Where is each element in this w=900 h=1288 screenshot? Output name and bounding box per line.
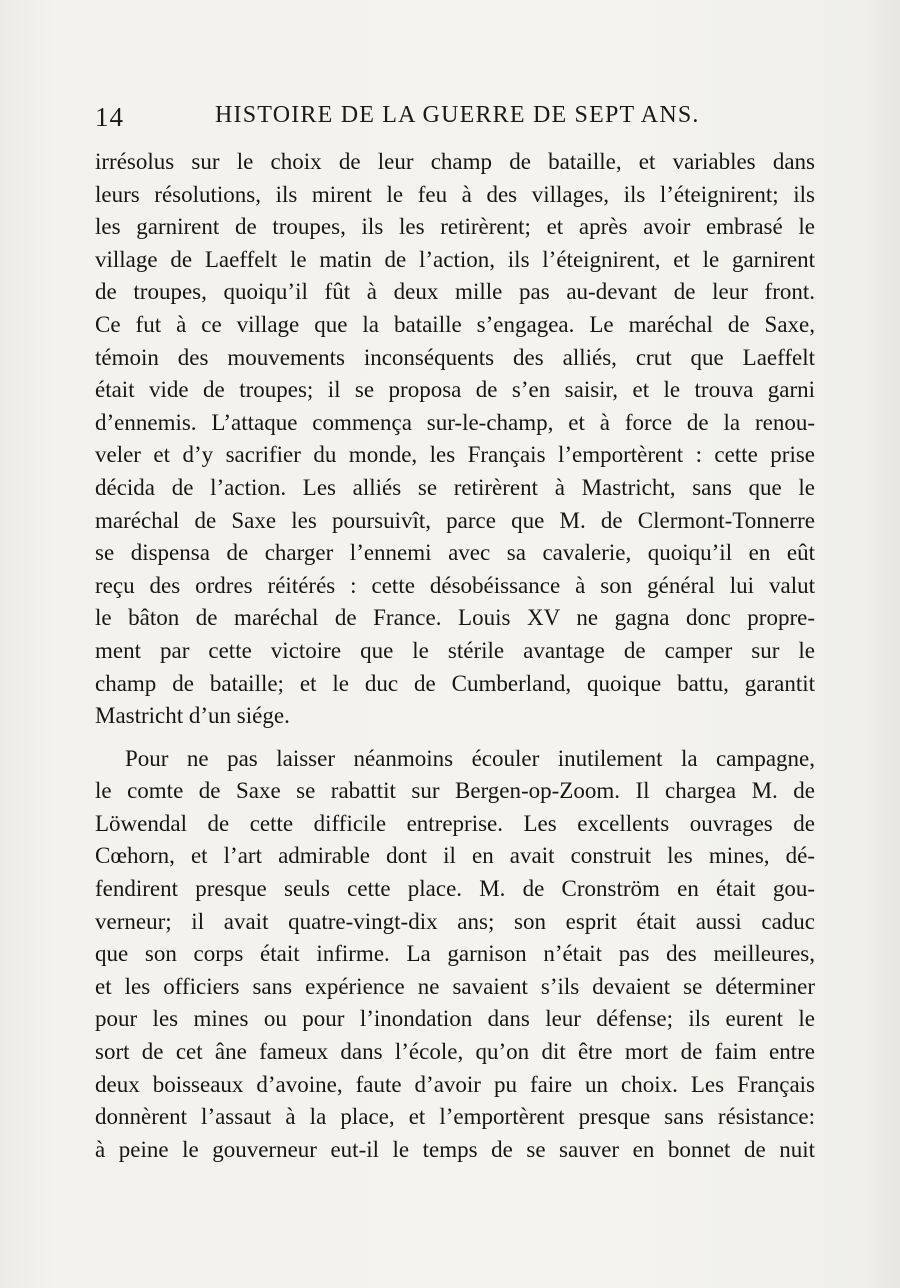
text-line: veler et d’y sacrifier du monde, les Français l’emportèrent : cette prise: [95, 442, 815, 468]
text-line: Cœhorn, et l’art admirable dont il en avait construit les mines, dé-: [95, 843, 815, 869]
text-line: village de Laeffelt le matin de l’action, ils l’éteignirent, et le garnirent: [95, 246, 815, 272]
text-line: à peine le gouverneur eut-il le temps de se sauver en bonnet de nuit: [95, 1136, 815, 1162]
text-line: témoin des mouvements inconséquents des alliés, crut que Laeffelt: [95, 344, 815, 370]
text-line: leurs résolutions, ils mirent le feu à des villages, ils l’éteignirent; ils: [95, 181, 815, 207]
text-line: que son corps était infirme. La garnison n’était pas des meilleures,: [95, 941, 815, 967]
body-text: [95, 146, 815, 1166]
text-line: maréchal de Saxe les poursuivît, parce que M. de Clermont-Tonnerre: [95, 507, 815, 533]
text-line: était vide de troupes; il se proposa de s’en saisir, et le trouva garni: [95, 377, 815, 403]
text-line: et les officiers sans expérience ne savaient s’ils devaient se déterminer: [95, 973, 815, 999]
text-line: fendirent presque seuls cette place. M. de Cronström en était gou-: [95, 876, 815, 902]
text-line: donnèrent l’assaut à la place, et l’emportèrent presque sans résistance:: [95, 1104, 815, 1130]
page-header: [95, 102, 815, 138]
text-line: le bâton de maréchal de France. Louis XV ne gagna donc propre-: [95, 605, 815, 631]
text-line: décida de l’action. Les alliés se retirèrent à Mastricht, sans que le: [95, 474, 815, 500]
text-line: irrésolus sur le choix de leur champ de bataille, et variables dans: [95, 149, 815, 174]
text-line: Pour ne pas laisser néanmoins écouler inutilement la campagne,: [125, 745, 815, 771]
page-number: 14: [95, 102, 124, 132]
text-line: ment par cette victoire que le stérile avantage de camper sur le: [95, 637, 815, 663]
paragraph-spacer: [95, 733, 815, 743]
paragraph-2: [95, 743, 815, 1167]
text-line: de troupes, quoiqu’il fût à deux mille pas au-devant de leur front.: [95, 279, 815, 305]
text-line: champ de bataille; et le duc de Cumberland, quoique battu, garantit: [95, 670, 815, 696]
text-line: reçu des ordres réitérés : cette désobéissance à son général lui valut: [95, 572, 815, 598]
text-line: sort de cet âne fameux dans l’école, qu’on dit être mort de faim entre: [95, 1039, 815, 1065]
text-line: les garnirent de troupes, ils les retirèrent; et après avoir embrasé le: [95, 214, 815, 240]
text-line: d’ennemis. L’attaque commença sur-le-champ, et à force de la renou-: [95, 409, 815, 435]
text-line: le comte de Saxe se rabattit sur Bergen-op-Zoom. Il chargea M. de: [95, 778, 815, 804]
running-title: HISTOIRE DE LA GUERRE DE SEPT ANS.: [215, 102, 700, 128]
text-line: deux boisseaux d’avoine, faute d’avoir pu faire un choix. Les Français: [95, 1071, 815, 1097]
text-line: verneur; il avait quatre-vingt-dix ans; son esprit était aussi caduc: [95, 908, 815, 934]
text-line: Löwendal de cette difficile entreprise. Les excellents ouvrages de: [95, 810, 815, 836]
text-line: se dispensa de charger l’ennemi avec sa cavalerie, quoiqu’il en eût: [95, 540, 815, 566]
text-line: pour les mines ou pour l’inondation dans leur défense; ils eurent le: [95, 1006, 815, 1032]
text-line: Ce fut à ce village que la bataille s’engagea. Le maréchal de Saxe,: [95, 311, 815, 337]
paragraph-1: [95, 146, 815, 733]
text-line: Mastricht d’un siége.: [95, 703, 290, 729]
